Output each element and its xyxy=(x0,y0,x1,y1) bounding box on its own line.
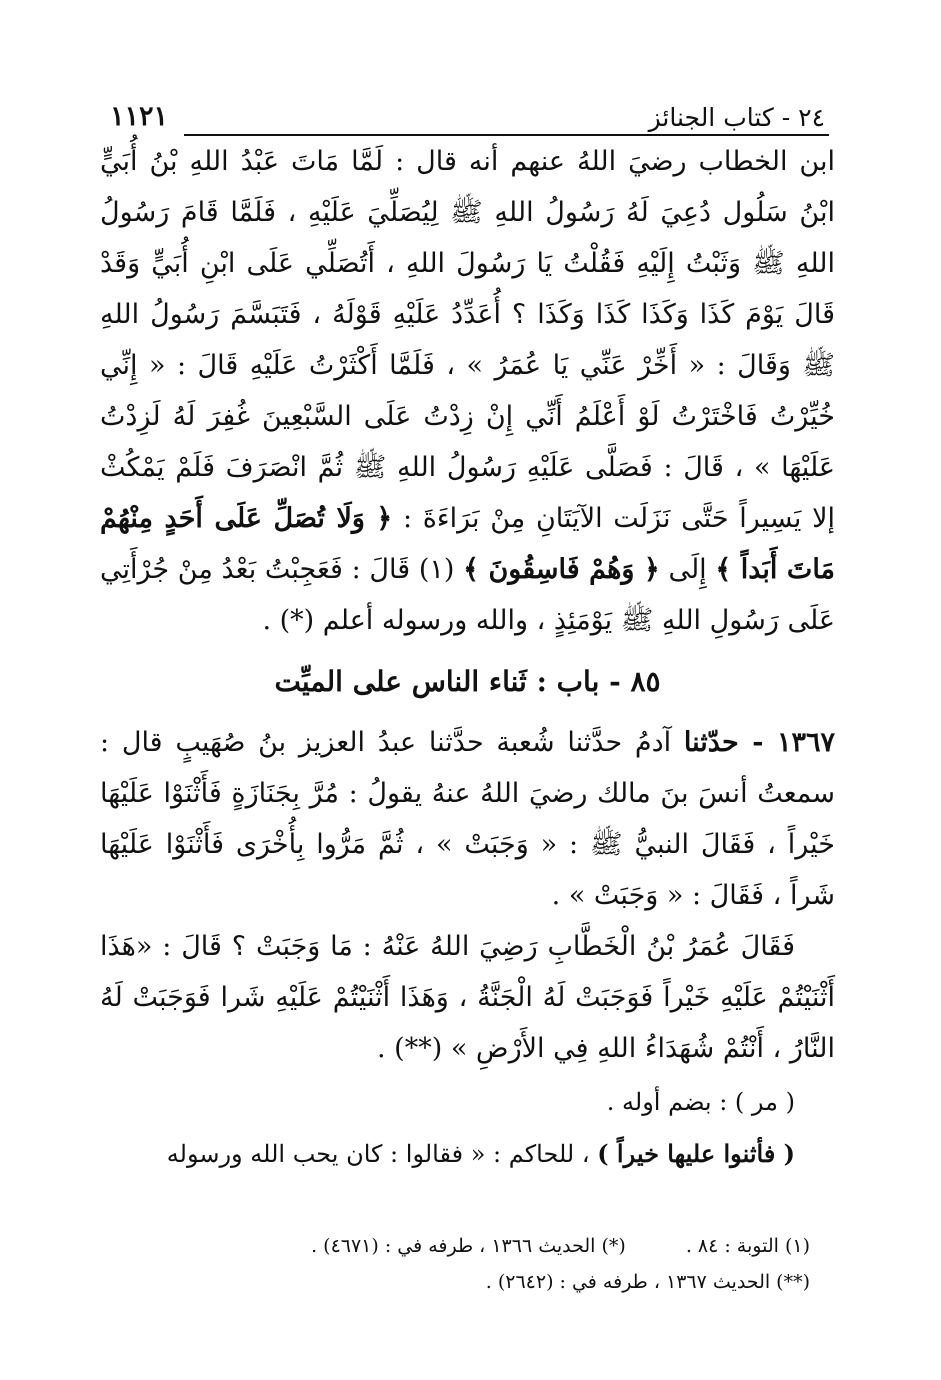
footnote-star: (*) الحديث ١٣٦٦ ، طرفه في : (٤٦٧١) . xyxy=(311,1235,626,1257)
section-title: ٢٤ - كتاب الجنائز xyxy=(648,103,825,132)
hadith-1367-part1 xyxy=(100,717,835,921)
chapter-heading: ٨٥ - باب : ثَناء الناس على الميِّت xyxy=(274,665,661,698)
hadith-text-1: آدمُ حدَّثنا شُعبة حدَّثنا عبدُ العزيز بنُ صُهَيبٍ قال : سمعتُ أنسَ بنَ مالك رضيَ اللهُ عنهُ يقولُ : مُرَّ بِجَنَازَةٍ فَأَثْنَوْا عَلَيْهَا خَيْراً ، فَقَالَ النبيُّ ﷺ : « وَجَبَتْ » ، ثُمَّ مَرُّوا بِأُخْرَى فَأَثْنَوْا عَلَيْهَا شَراً ، فَقَالَ : « وَجَبَتْ » . xyxy=(100,727,835,911)
page-number: ١١٢١ xyxy=(110,101,169,132)
quran-verse-2: ﴿ وَهُمْ فَاسِقُونَ ﴾ xyxy=(463,554,660,585)
hadith-1367-part2: فَقَالَ عُمَرُ بْنُ الْخَطَّابِ رَضِيَ اللهُ عَنْهُ : مَا وَجَبَتْ ؟ قَالَ : «هَذَا أَثْنَيْتُمْ عَلَيْهِ خَيْراً فَوَجَبَتْ لَهُ الْجَنَّةُ ، وَهَذَا أَثْنَيْتُمْ عَلَيْهِ شَرا فَوَجَبَتْ لَهُ النَّارُ ، أَنْتُمْ شُهَدَاءُ اللهِ فِي الأَرْضِ » (**) . xyxy=(100,931,835,1064)
running-header xyxy=(110,88,825,132)
continuation-text: ابن الخطاب رضيَ اللهُ عنهم أنه قال : لَمَّا مَاتَ عَبْدُ اللهِ بْنُ أُبَيٍّ ابْنُ سَلُول دُعِيَ لَهُ رَسُولُ اللهِ ﷺ لِيُصَلِّيَ عَلَيْهِ ، فَلَمَّا قَامَ رَسُولُ اللهِ ﷺ وَثَبْتُ إِلَيْهِ فَقُلْتُ يَا رَسُولَ اللهِ ، أَتُصَلِّي عَلَى ابْنِ أُبَيٍّ وَقَدْ قَالَ يَوْمَ كَذَا وَكَذَا كَذَا وَكَذَا ؟ أُعَدِّدُ عَلَيْهِ قَوْلَهُ ، فَتَبَسَّمَ رَسُولُ اللهِ ﷺ وَقَالَ : « أَخِّرْ عَنِّي يَا عُمَرُ » ، فَلَمَّا أَكْثَرْتُ عَلَيْهِ قَالَ : « إِنِّي خُيِّرْتُ فَاخْتَرْتُ لَوْ أَعْلَمُ أَنِّي إِنْ زِدْتُ عَلَى السَّبْعِينَ غُفِرَ لَهُ لَزِدْتُ عَلَيْهَا » ، قَالَ : فَصَلَّى عَلَيْهِ رَسُولُ اللهِ ﷺ ثُمَّ انْصَرَفَ فَلَمْ يَمْكُثْ إلا يَسِيراً حَتَّى نَزَلَت الآيَتَانِ مِنْ بَرَاءَةَ : xyxy=(100,146,835,534)
footnotes xyxy=(160,1228,810,1300)
footnote-row-1 xyxy=(160,1228,810,1264)
footnote-1: (١) التوبة : ٨٤ . xyxy=(685,1235,810,1257)
connector-ila: إِلَى xyxy=(668,554,707,585)
main-text xyxy=(100,136,835,1178)
footnote-row-2 xyxy=(160,1264,810,1300)
note-2-keyword: ( فأثنوا عليها خيراً ) xyxy=(597,1139,795,1168)
hadith-number: ١٣٦٧ - حدّثنا xyxy=(683,727,835,758)
explanatory-note-1: ( مر ) : بضم أوله . xyxy=(606,1088,795,1116)
quran-verse-1: ﴿ وَلَا تُصَلِّ عَلَى أَحَدٍ مِنْهُمْ مَاتَ أَبَداً ﴾ xyxy=(100,503,836,585)
previous-hadith-continuation xyxy=(100,136,835,646)
note-2-text: ، للحاكم : « فقالوا : كان يحب الله ورسوله xyxy=(166,1140,590,1168)
footnote-double-star: (**) الحديث ١٣٦٧ ، طرفه في : (٢٦٤٢) . xyxy=(485,1271,810,1293)
explanatory-note-2 xyxy=(100,1130,835,1178)
continuation-end: (١) قَالَ : فَعَجِبْتُ بَعْدُ مِنْ جُرْأَتِي عَلَى رَسُولِ اللهِ ﷺ يَوْمَئِذٍ ، والله ورسوله أعلم (*) . xyxy=(100,554,835,636)
